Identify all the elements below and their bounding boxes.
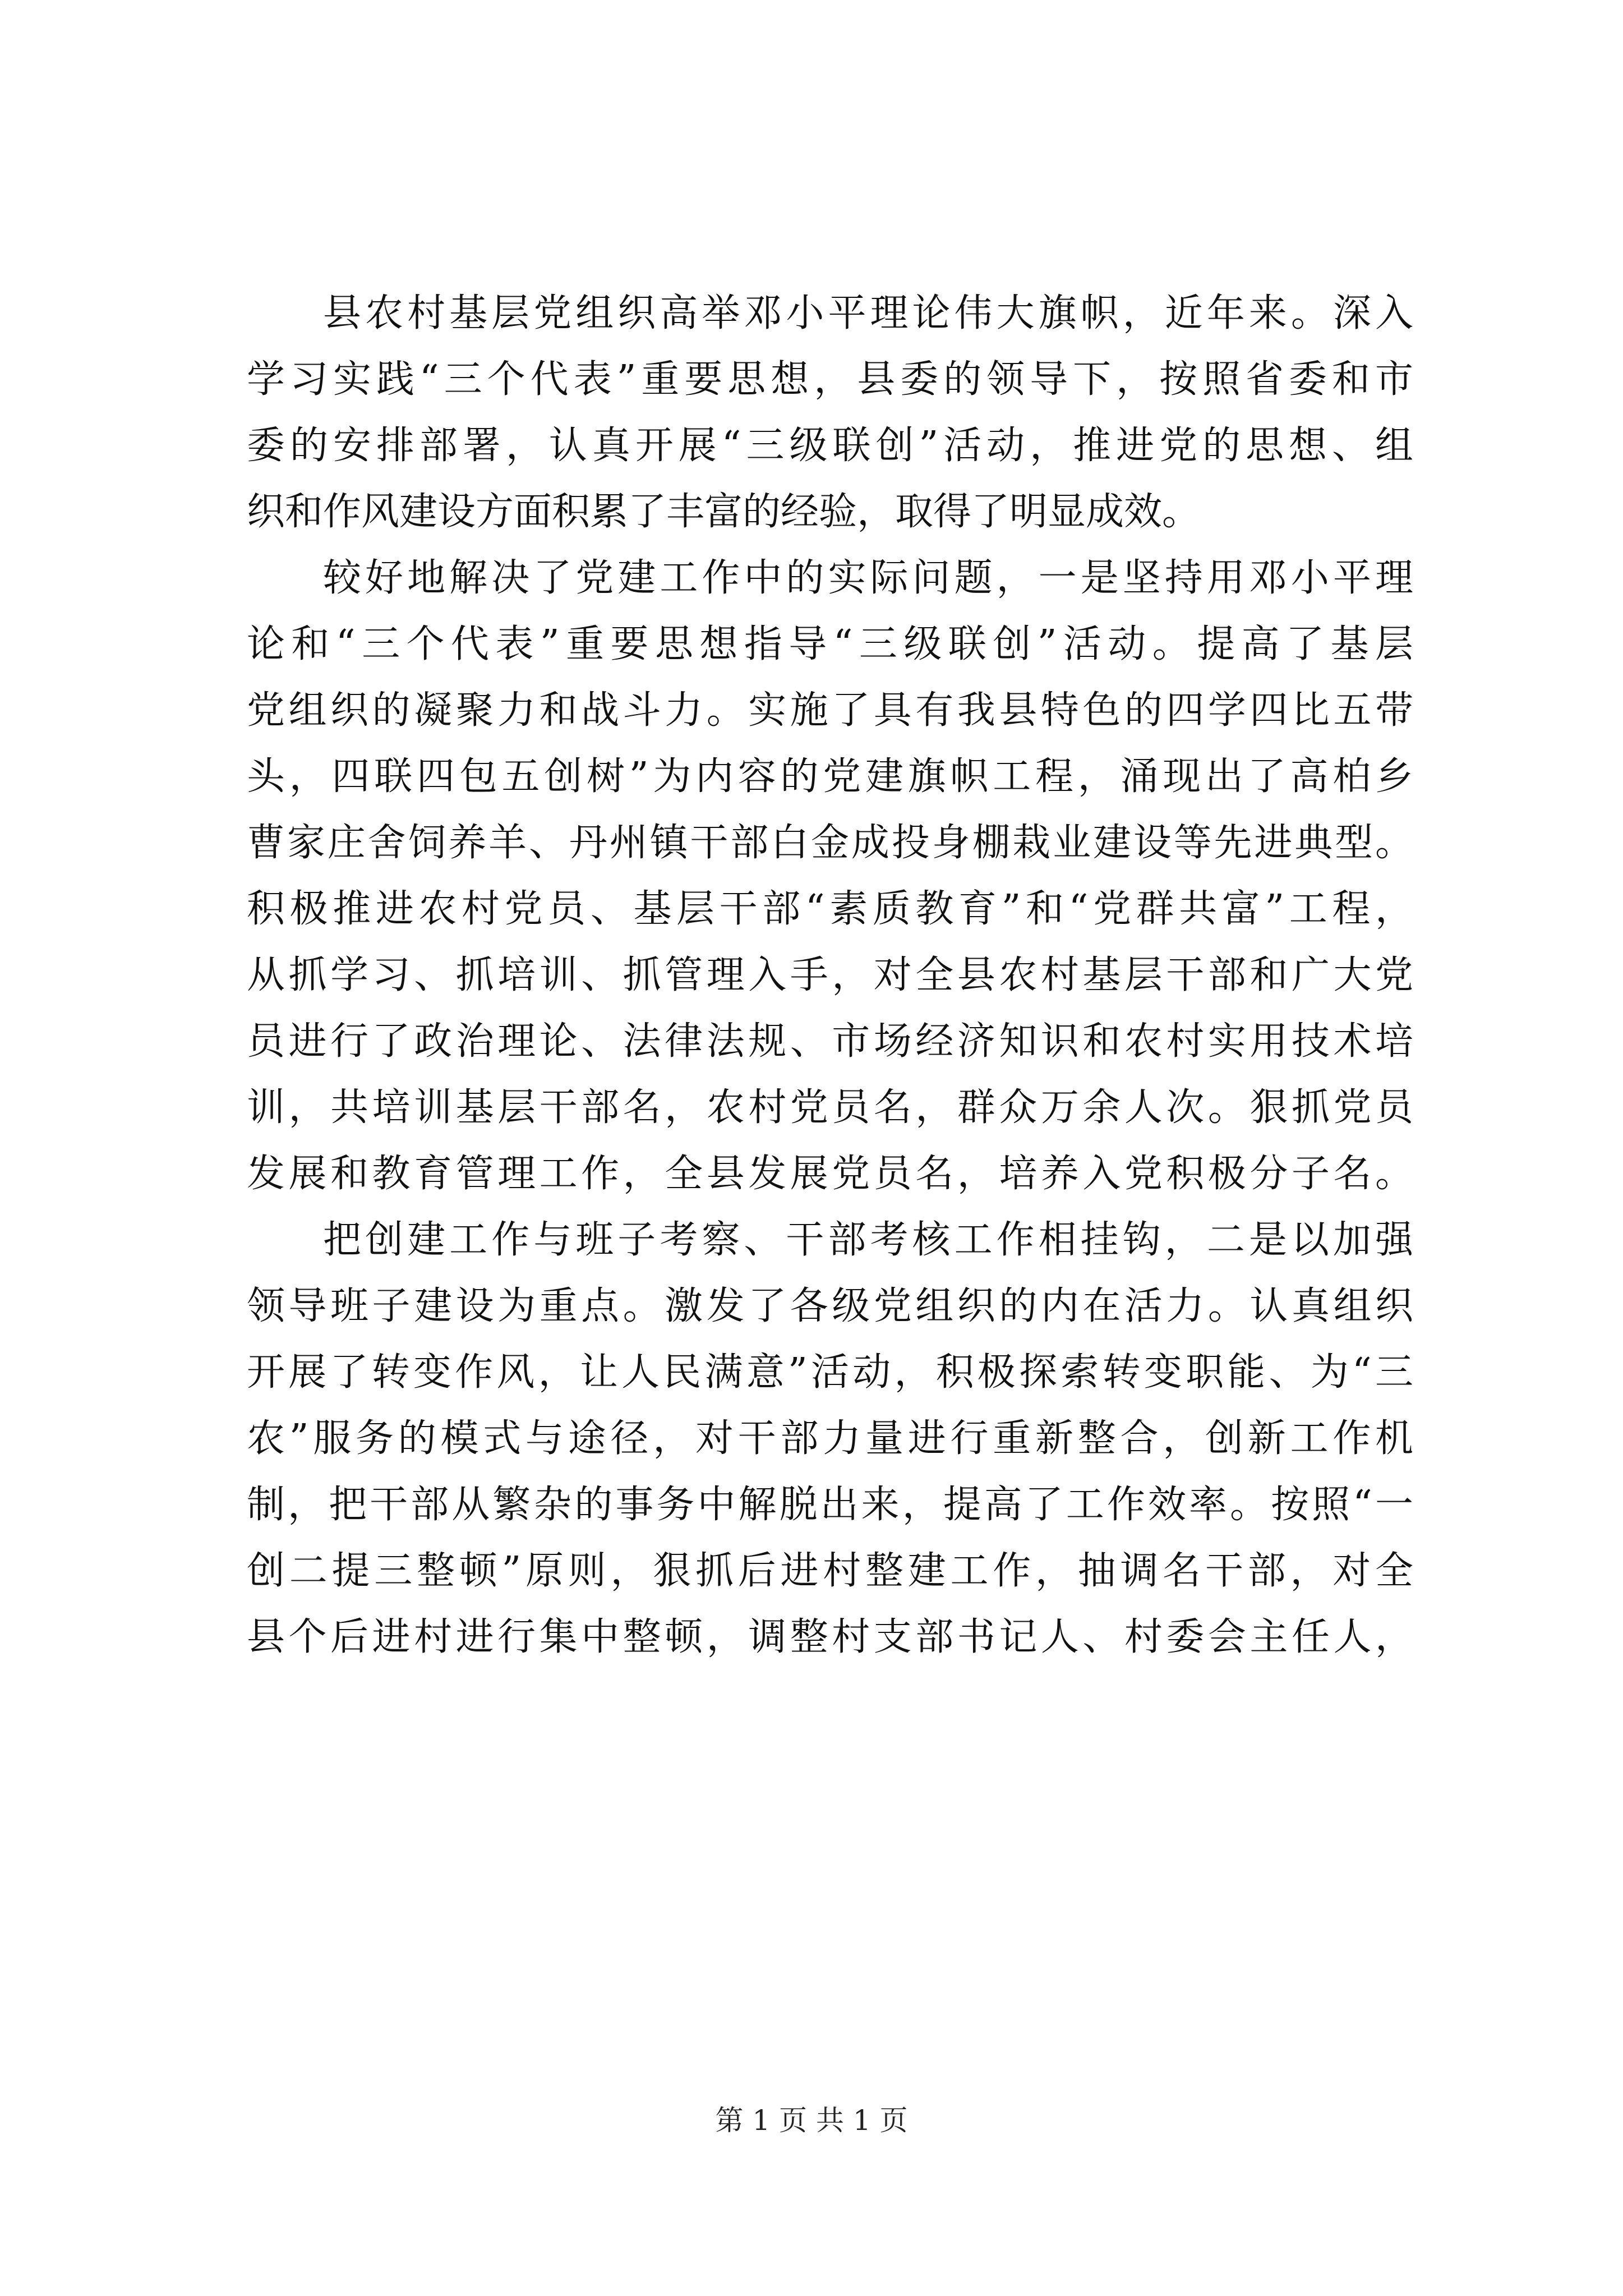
text-line: 织和作风建设方面积累了丰富的经验，取得了明显成效。 — [247, 490, 1201, 534]
text-line: 创二提三整顿”原则，狠抓后进村整建工作，抽调名干部，对全 — [247, 1549, 1413, 1593]
text-line: 开展了转变作风，让人民满意”活动，积极探索转变职能、为“三 — [247, 1350, 1413, 1395]
text-line: 委的安排部署，认真开展“三级联创”活动，推进党的思想、组 — [247, 424, 1413, 468]
text-line: 员进行了政治理论、法律法规、市场经济知识和农村实用技术培 — [247, 1019, 1413, 1064]
text-line: 把创建工作与班子考察、干部考核工作相挂钩，二是以加强 — [323, 1218, 1413, 1262]
page-footer — [0, 2104, 1623, 2137]
text-line: 学习实践“三个代表”重要思想，县委的领导下，按照省委和市 — [247, 357, 1413, 402]
text-line: 党组织的凝聚力和战斗力。实施了具有我县特色的四学四比五带 — [247, 688, 1413, 733]
page-number: 第 1 页 共 1 页 — [715, 2104, 908, 2137]
text-line: 头，四联四包五创树”为内容的党建旗帜工程，涌现出了高柏乡 — [247, 754, 1413, 799]
text-line: 农”服务的模式与途径，对干部力量进行重新整合，创新工作机 — [247, 1416, 1413, 1461]
text-line: 制，把干部从繁杂的事务中解脱出来，提高了工作效率。按照“一 — [247, 1483, 1413, 1527]
text-line: 较好地解决了党建工作中的实际问题，一是坚持用邓小平理 — [323, 556, 1413, 600]
paragraph-3 — [247, 1207, 1413, 1671]
text-line: 训，共培训基层干部名，农村党员名，群众万余人次。狠抓党员 — [247, 1085, 1413, 1130]
body-text — [247, 280, 1413, 1671]
text-line: 县农村基层党组织高举邓小平理论伟大旗帜，近年来。深入 — [323, 291, 1413, 335]
text-line: 从抓学习、抓培训、抓管理入手，对全县农村基层干部和广大党 — [247, 953, 1413, 997]
paragraph-1 — [247, 280, 1413, 545]
text-line: 领导班子建设为重点。激发了各级党组织的内在活力。认真组织 — [247, 1284, 1413, 1328]
text-line: 积极推进农村党员、基层干部“素质教育”和“党群共富”工程， — [247, 887, 1413, 931]
text-line: 县个后进村进行集中整顿，调整村支部书记人、村委会主任人， — [247, 1615, 1413, 1659]
text-line: 发展和教育管理工作，全县发展党员名，培养入党积极分子名。 — [247, 1152, 1413, 1196]
paragraph-2 — [247, 545, 1413, 1207]
text-line: 论和“三个代表”重要思想指导“三级联创”活动。提高了基层 — [247, 622, 1413, 666]
text-line: 曹家庄舍饲养羊、丹州镇干部白金成投身棚栽业建设等先进典型。 — [247, 821, 1413, 865]
